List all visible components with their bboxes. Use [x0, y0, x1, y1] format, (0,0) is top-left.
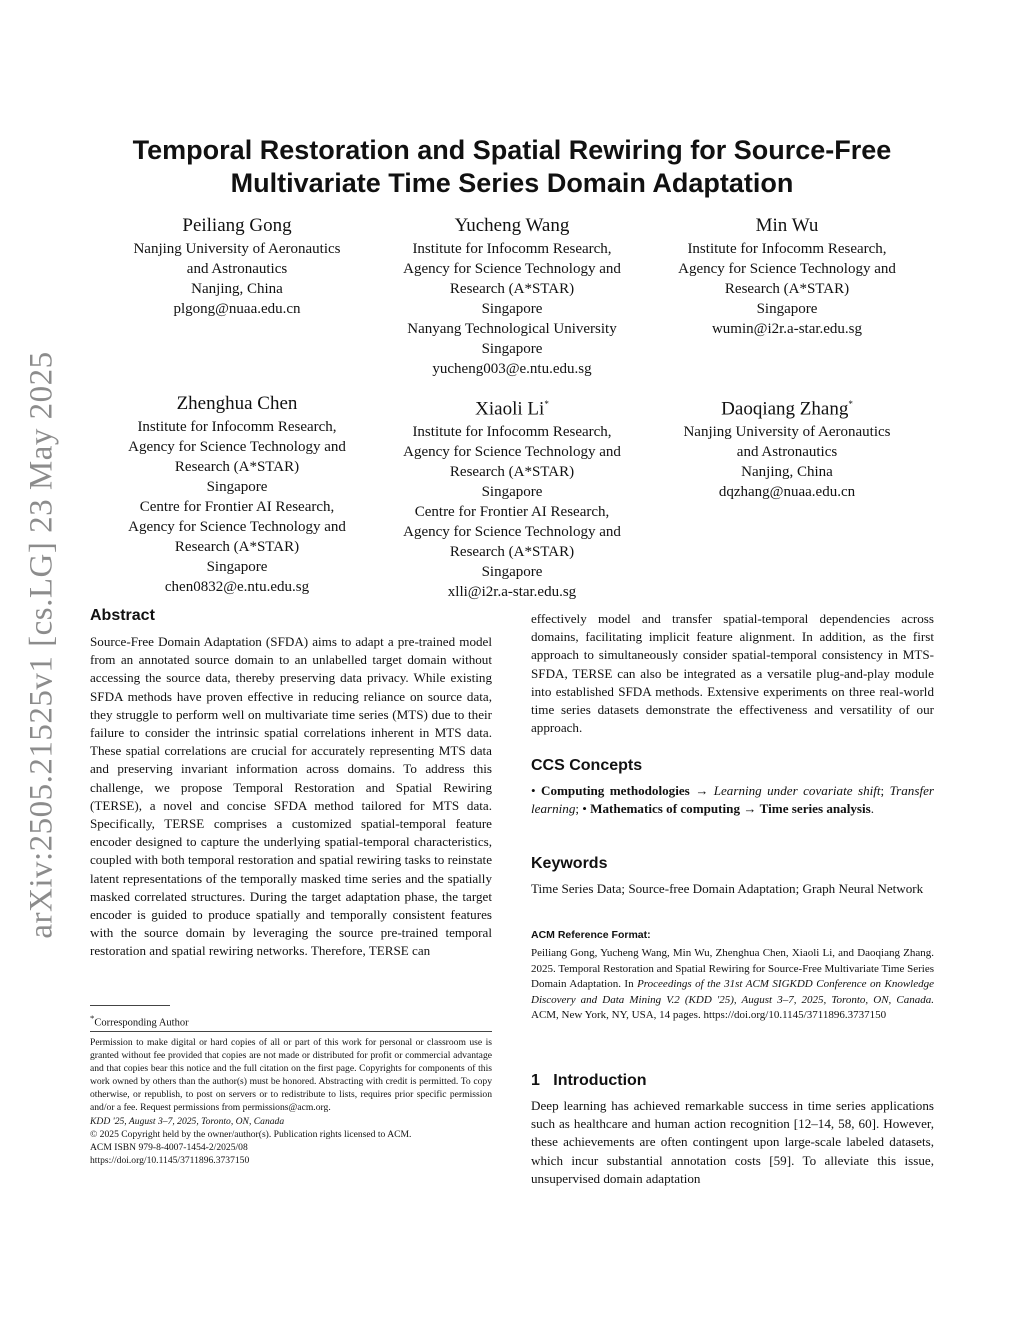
acm-reference-format [531, 946, 934, 1024]
paper-title [90, 134, 934, 200]
author-affiliation-line: Nanjing University of Aeronautics [133, 241, 341, 257]
introduction-text: Deep learning has achieved remarkable success in time series applications such as healthcare and human action recognition [12–14, 58, 60]. However, these achievements are often contingent upon large-scale labeled datasets, which incur substantial annotation costs [59]. To alleviate this issue, unsupervised domain adaptation [531, 1098, 934, 1186]
footnote-rule [90, 1005, 170, 1006]
ccs-arrow-1: → [695, 783, 709, 798]
ccs-concept-1: Computing methodologies [541, 783, 690, 798]
author-email: dqzhang@nuaa.edu.cn [718, 484, 856, 501]
author-block-li [377, 391, 647, 602]
author-affiliation-line: Research (A*STAR) [174, 459, 300, 475]
copyright-line: © 2025 Copyright held by the owner/author(s). Publication rights licensed to ACM. [90, 1128, 412, 1140]
reference-tail: ACM, New York, NY, USA, 14 pages. https://doi.org/10.1145/3711896.3737150 [531, 1009, 887, 1021]
author-affiliation-line: Agency for Science Technology and [678, 261, 896, 277]
author-name-text: Xiaoli Li [475, 398, 545, 420]
title-line-1: Temporal Restoration and Spatial Rewiring for Source-Free [132, 135, 892, 165]
author-name: Yucheng Wang [454, 215, 570, 236]
section-number: 1 [531, 1072, 540, 1089]
author-name [377, 391, 647, 422]
author-block-chen [102, 391, 372, 597]
author-affiliation-line: Research (A*STAR) [449, 544, 575, 561]
author-affiliation-line: Nanjing University of Aeronautics [683, 424, 891, 441]
reference-plain: Peiliang Gong, Yucheng Wang, Min Wu, Zhenghua Chen, Xiaoli Li, and Daoqiang Zhang. 2025. Temporal Restoration and Spatial Rewiring for Source-Free Multivariate Time Series Domain Adaptation. In [531, 947, 934, 990]
author-affiliation-line: Agency for Science Technology and [128, 519, 346, 535]
ccs-concepts: • Computing methodologies → Learning under covariate shift; Transfer learning; • Mathematics of computing → Time series analysis. [531, 783, 934, 817]
author-affiliation-line: Singapore [481, 341, 543, 357]
author-affiliation-line: Singapore [206, 479, 268, 495]
author-affiliation-line: Research (A*STAR) [724, 281, 850, 297]
author-affiliation-line: Research (A*STAR) [449, 464, 575, 481]
ccs-subconcept-2: Transfer learning [531, 783, 934, 817]
ccs-subconcept-3: Time series analysis [759, 801, 871, 817]
author-name [652, 391, 922, 422]
arxiv-identifier-stamp [12, 345, 72, 945]
title-line-2: Multivariate Time Series Domain Adaptation [230, 168, 794, 198]
venue-line [90, 1115, 492, 1128]
author-affiliation-line: Institute for Infocomm Research, [687, 241, 887, 257]
author-affiliation-line: Singapore [481, 484, 543, 501]
author-affiliation-line: Institute for Infocomm Research, [137, 419, 337, 435]
author-affiliation-line: and Astronautics [736, 444, 838, 461]
author-affiliation-line: and Astronautics [186, 261, 288, 277]
acm-reference-label: ACM Reference Format: [531, 929, 651, 941]
author-block-gong [102, 213, 372, 319]
abstract-heading: Abstract [90, 607, 155, 624]
author-affiliation-line: Research (A*STAR) [449, 281, 575, 297]
permission-text: Permission to make digital or hard copies of all or part of this work for personal or classroom use is granted without fee provided that copies are not made or distributed for profit or commercial advantage and that copies bear this notice and the full citation on the first page. Copyrights for components of this work owned by others than the author(s) must be honored. Abstracting with credit is permitted. To copy otherwise, or republish, to post on servers or to redistribute to lists, requires prior specific permission and/or a fee. Request permissions from permissions@acm.org. [90, 1037, 492, 1114]
keywords-heading: Keywords [531, 855, 608, 872]
section-title: Introduction [553, 1072, 647, 1089]
author-affiliation-line: Agency for Science Technology and [403, 524, 621, 541]
isbn-line: ACM ISBN 979-8-4007-1454-2/2025/08 [90, 1141, 248, 1153]
venue-text: KDD '25, August 3–7, 2025, Toronto, ON, Canada [90, 1115, 285, 1127]
author-affiliation-line: Agency for Science Technology and [403, 444, 621, 461]
author-affiliation-line: Research (A*STAR) [174, 539, 300, 555]
author-affiliation-line: Centre for Frontier AI Research, [414, 504, 610, 521]
ccs-heading: CCS Concepts [531, 757, 643, 774]
author-affiliation-line: Institute for Infocomm Research, [412, 424, 612, 441]
author-block-wang [377, 213, 647, 379]
doi-line[interactable]: https://doi.org/10.1145/3711896.3737150 [90, 1154, 250, 1166]
author-affiliation-line: Singapore [481, 301, 543, 317]
author-affiliation-line: Institute for Infocomm Research, [412, 241, 612, 257]
author-affiliation-line: Singapore [756, 301, 818, 317]
author-name: Peiliang Gong [182, 215, 292, 236]
author-affiliation-line: Nanjing, China [741, 464, 833, 481]
author-name: Zhenghua Chen [176, 393, 298, 414]
author-affiliation-line: Singapore [481, 564, 543, 581]
corresponding-author-mark: * [544, 399, 549, 409]
author-block-zhang [652, 391, 922, 502]
corresponding-author-mark: * [848, 399, 853, 409]
author-email: yucheng003@e.ntu.edu.sg [432, 361, 592, 377]
ccs-subconcept-1: Learning under covariate shift [713, 783, 881, 798]
abstract-text-right: effectively model and transfer spatial-temporal dependencies across domains, facilitating implicit feature alignment. In addition, as the first approach to simultaneously consider spatial-temporal consistency in MTS-SFDA, TERSE can also be integrated as a versatile plug-and-play module into established SFDA methods. Extensive experiments on three real-world time series datasets demonstrate the effectiveness and versatility of our approach. [531, 611, 934, 736]
ccs-arrow-2: → [743, 801, 757, 817]
author-block-wu [652, 213, 922, 339]
introduction-heading [531, 1072, 647, 1090]
author-affiliation-line: Singapore [206, 559, 268, 575]
author-affiliation-line: Nanjing, China [191, 281, 283, 297]
author-affiliation-line: Nanyang Technological University [407, 321, 617, 337]
author-email: wumin@i2r.a-star.edu.sg [711, 321, 863, 337]
permission-rule [90, 1031, 492, 1032]
permission-block [90, 1036, 492, 1167]
keywords-text: Time Series Data; Source-free Domain Adaptation; Graph Neural Network [531, 881, 924, 896]
author-name-text: Daoqiang Zhang [721, 398, 849, 420]
author-name: Min Wu [755, 215, 819, 236]
reference-italic: Proceedings of the 31st ACM SIGKDD Conference on Knowledge Discovery and Data Mining V.2 (KDD '25), August 3–7, 2025, Toronto, ON, Canada. [531, 978, 934, 1006]
abstract-text-left: Source-Free Domain Adaptation (SFDA) aims to adapt a pre-trained model from an annotated source domain to an unlabelled target domain without accessing the source data, thereby preserving data privacy. While existing SFDA methods have proven effective in reducing reliance on source data, they struggle to perform well on multivariate time series (MTS) due to their failure to consider the intrinsic spatial correlations inherent in MTS data. These spatial correlations are crucial for accurately representing MTS data and preserving invariant information across domains. To address this challenge, we propose Temporal Restoration and Spatial Rewiring (TERSE), a novel and concise SFDA method tailored for MTS data. Specifically, TERSE comprises a customized spatial-temporal feature encoder designed to capture the underlying spatial-temporal characteristics, coupled with both temporal restoration and spatial rewiring tasks to reinstate latent representations of the temporally masked time series and the spatially masked correlated structures. During the target adaptation phase, the target encoder is guided to produce spatially and temporally consistent features with the source domain by leveraging the source pre-trained temporal restoration and spatial rewiring networks. Therefore, TERSE can [90, 634, 492, 959]
author-affiliation-line: Agency for Science Technology and [403, 261, 621, 277]
author-email: xlli@i2r.a-star.edu.sg [447, 584, 577, 601]
author-affiliation-line: Centre for Frontier AI Research, [139, 499, 335, 515]
ccs-concept-2: Mathematics of computing [590, 801, 740, 817]
author-email: plgong@nuaa.edu.cn [173, 301, 301, 317]
footnote-text: Corresponding Author [94, 1017, 189, 1029]
footnote: *Corresponding Author [90, 1013, 189, 1029]
arxiv-stamp-text: arXiv:2505.21525v1 [cs.LG] 23 May 2025 [23, 351, 60, 939]
author-email: chen0832@e.ntu.edu.sg [164, 579, 310, 595]
author-affiliation-line: Agency for Science Technology and [128, 439, 346, 455]
